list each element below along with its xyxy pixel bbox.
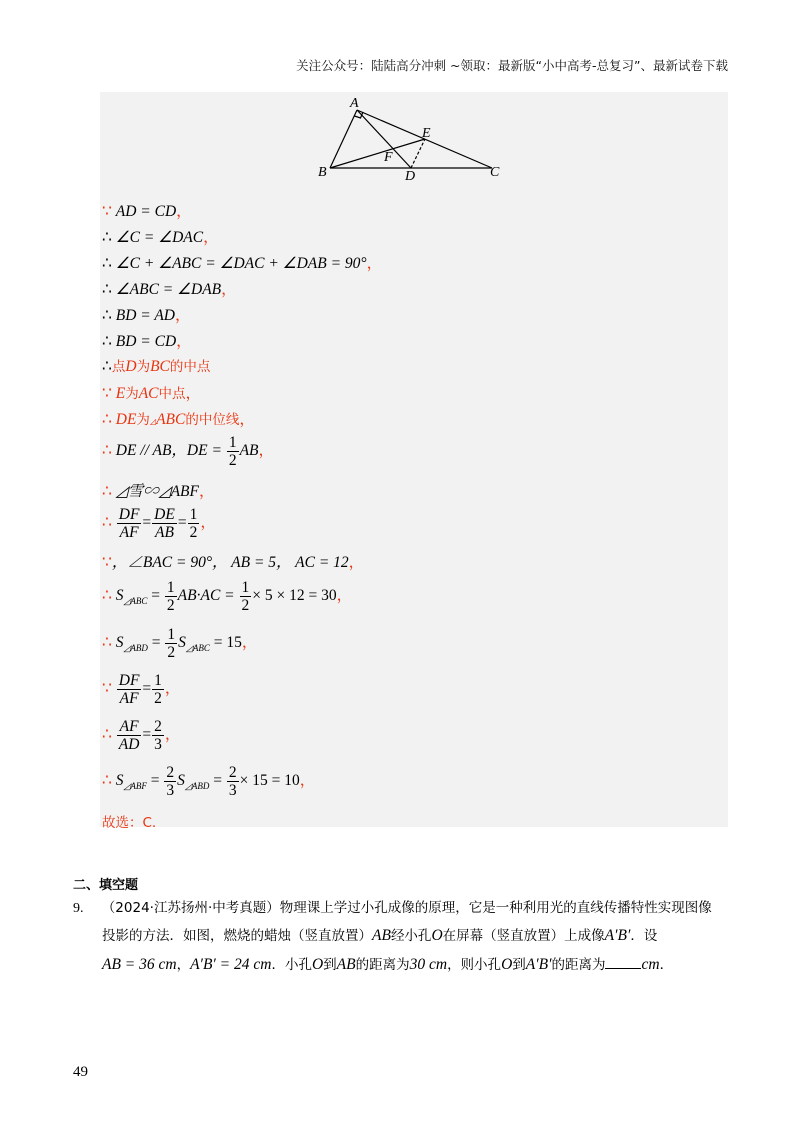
math-expression: AB [239,442,259,460]
text: 的中位线 [185,412,240,428]
variable: D [125,358,137,375]
variable: A′B′ [604,927,631,944]
segment-ab [330,110,357,168]
question-text: 投影的方法．如图，燃烧的蜡烛（竖直放置） [102,928,372,944]
numerator: 1 [241,579,250,596]
denominator: 2 [241,597,250,614]
triangle-symbol: ◿ [149,417,157,426]
therefore-symbol: ∴ [102,411,112,428]
numerator: 2 [228,764,237,781]
solution-line-13 [102,550,364,572]
solution-line-10 [102,434,274,469]
text: 的中点 [169,359,211,375]
variable: AC [138,385,159,402]
numerator: 1 [154,672,162,689]
question-text: 的距离为 [551,957,606,973]
area-symbol: S [178,634,186,652]
text: 中点 [158,386,186,402]
question-text: ．小孔 [271,957,312,973]
area-symbol: S [115,587,124,605]
therefore-symbol: ∴ [102,358,112,375]
solution-line-6 [102,329,192,351]
fraction [152,672,164,707]
therefore-symbol: ∴ [102,483,112,500]
solution-line-5 [102,303,191,325]
denominator: AF [119,690,139,707]
question-text: ．设 [630,928,658,944]
solution-line-8 [102,381,201,403]
subscript: ◿ABF [123,781,147,792]
math-expression: AB·AC = [177,587,235,605]
label-e: E [422,126,431,141]
section-title: 二、填空题 [73,878,139,893]
numerator: DF [118,506,140,523]
math-expression: ◿雪∽◿ABF [115,483,199,500]
solution-line-11 [102,479,215,501]
because-symbol: ∵ [102,385,112,402]
numerator: 1 [228,434,237,451]
solution-line-16: ∵ $\frac{DF}{AF}$ = $\frac{1}{2}$ ， [102,672,181,707]
math-expression: BD = AD [115,307,176,324]
therefore-symbol: ∴ [102,772,112,790]
text: 为 [136,412,150,428]
area-symbol: S [115,634,124,652]
numerator: AF [117,718,142,736]
question-text: 物理课上学过小孔成像的原理，它是一种利用光的直线传播特性实现图像 [279,900,712,916]
variable: ABC [156,411,186,428]
fraction [117,506,142,541]
answer-line: 故选：C. [102,815,157,831]
label-a: A [350,96,359,111]
question-text: 到 [512,957,526,973]
comma: ， [299,772,316,790]
question-number: 9. [73,901,84,916]
numerator: 1 [166,579,175,596]
page-header: 关注公众号：陆陆高分冲刺 ~领取：最新版“小中高考-总复习”、最新试卷下载 [296,58,728,73]
comma: ， [164,726,181,744]
unit: cm [641,956,660,973]
question-text: ． [659,957,674,973]
comma: ， [176,203,192,220]
text: 为 [125,386,139,402]
comma: ， [175,307,191,324]
comma: ， [348,554,365,571]
comma: ， [185,385,202,402]
solution-line-4 [102,277,237,299]
geometry-figure [312,96,522,186]
denominator: 2 [166,597,175,614]
therefore-symbol: ∴ [102,255,112,272]
therefore-symbol: ∴ [102,587,112,605]
numerator: 1 [167,626,176,643]
denominator: AB [155,524,174,541]
numerator: DE [154,506,175,523]
comma: ， [164,680,181,698]
fraction [165,626,177,661]
therefore-symbol: ∴ [102,442,112,460]
label-d: D [405,169,416,184]
variable: AB [372,927,391,944]
solution-line-3 [102,251,382,273]
question-text: 经小孔 [390,928,432,944]
therefore-symbol: ∴ [102,281,112,298]
segment-be [330,139,425,168]
therefore-symbol: ∴ [102,634,112,652]
denominator: 3 [166,782,175,799]
subscript: ◿ABC [123,596,148,607]
math-expression: DE // AB，DE = [115,442,222,460]
page-number: 49 [73,1064,88,1080]
numerator: 2 [166,764,175,781]
comma: ， [239,411,255,428]
comma: ， [336,587,353,605]
variable: A′B′ = 24 cm [190,956,272,973]
comma: ， [199,483,215,500]
subscript: ◿ABD [123,643,148,654]
question-text: 到 [323,957,337,973]
therefore-symbol: ∴ [102,726,112,744]
question-text: ，则小孔 [447,957,502,973]
fraction [240,579,252,614]
comma: ， [203,229,219,246]
denominator: 3 [228,782,237,799]
fraction [152,506,177,541]
subscript: ◿ABC [185,643,210,654]
denominator: 2 [167,644,176,661]
comma: ， [221,281,237,298]
variable: AB [336,956,356,973]
text: 点 [111,359,126,375]
fraction [152,718,164,753]
comma: ， [258,442,275,460]
question-source: （2024·江苏扬州·中考真题） [101,900,280,916]
fraction [164,764,176,799]
area-symbol: S [177,772,185,790]
because-symbol: ∵ [102,203,112,220]
variable: O [311,956,324,973]
fraction [117,718,142,753]
math-expression: × 15 = 10 [239,772,300,790]
question-line-2 [102,924,657,945]
variable: A′B′ [525,956,552,973]
question-text: 的距离为 [355,957,410,973]
question-line-1 [73,896,712,917]
fraction [227,764,239,799]
therefore-symbol: ∴ [102,307,112,324]
math-expression: ∠C = ∠DAC [115,229,204,246]
variable: DE [115,411,137,428]
variable: O [501,956,513,973]
variable: AB = 36 cm [102,956,177,973]
math-expression: ∠ABC = ∠DAB [115,281,222,298]
solution-line-17: ∴ $\frac{AF}{AD}$ = $\frac{2}{3}$ ， [102,718,181,753]
math-expression: × 5 × 12 = 30 [252,587,337,605]
fraction [227,434,239,469]
label-b: B [318,165,327,180]
label-f: F [384,150,393,165]
subscript: ◿ABD [184,781,210,792]
numerator: 1 [189,506,198,523]
label-c: C [490,165,500,180]
question-line-3 [102,953,673,974]
solution-line-2 [102,225,219,247]
because-symbol: ∵ [102,554,112,571]
variable: E [115,385,126,402]
denominator: AD [118,736,140,753]
fraction [188,506,200,541]
variable: BC [150,358,170,375]
variable: O [431,927,443,944]
comma: ， [241,634,258,652]
denominator: 2 [228,452,237,469]
solution-line-1 [102,199,192,221]
math-expression: AD = CD [115,203,177,220]
comma: ， [366,255,383,272]
math-expression: = 15 [213,634,242,652]
fraction [165,579,177,614]
denominator: 3 [154,736,162,753]
text: 为 [136,359,151,375]
comma: ， [176,333,192,350]
segment-de [411,139,425,168]
question-text: ， [176,957,191,973]
variable: 30 cm [409,956,448,973]
math-expression: ∠C + ∠ABC = ∠DAC + ∠DAB = 90° [115,255,367,272]
math-expression: ，∠BAC = 90°， AB = 5， AC = 12 [111,554,349,571]
therefore-symbol: ∴ [102,514,112,532]
therefore-symbol: ∴ [102,333,112,350]
comma: ， [200,514,216,532]
solution-line-18: ∴ $S_{◿ABF}$ = $\frac{2}{3}$ $S_{◿ABD}$ = $\frac{2}{3}$ × 15 = 10， [102,764,316,799]
denominator: 2 [189,524,198,541]
answer-blank[interactable] [605,956,641,969]
numerator: 2 [154,718,162,735]
math-expression: BD = CD [115,333,177,350]
question-text: 在屏幕（竖直放置）上成像 [442,928,605,944]
solution-line-9 [102,407,255,429]
numerator: DF [118,672,140,689]
therefore-symbol: ∴ [102,229,112,246]
because-symbol: ∵ [102,680,112,698]
area-symbol: S [115,772,124,790]
denominator: AF [119,524,139,541]
solution-line-12: ∴ $\frac{DF}{AF}$ = $\frac{DE}{AB}$ = $\frac{1}{2}$ ， [102,506,216,541]
solution-line-15: ∴ $S_{◿ABD}$ = $\frac{1}{2}$ $S_{◿ABC} = 15$， [102,626,258,661]
fraction [117,672,142,707]
solution-line-14: ∴ $S_{◿ABC}$ = $\frac{1}{2}$ AB·AC = $\frac{1}{2}$ × 5 × 12 = 30， [102,579,353,614]
denominator: 2 [154,690,162,707]
solution-line-7 [102,355,210,376]
